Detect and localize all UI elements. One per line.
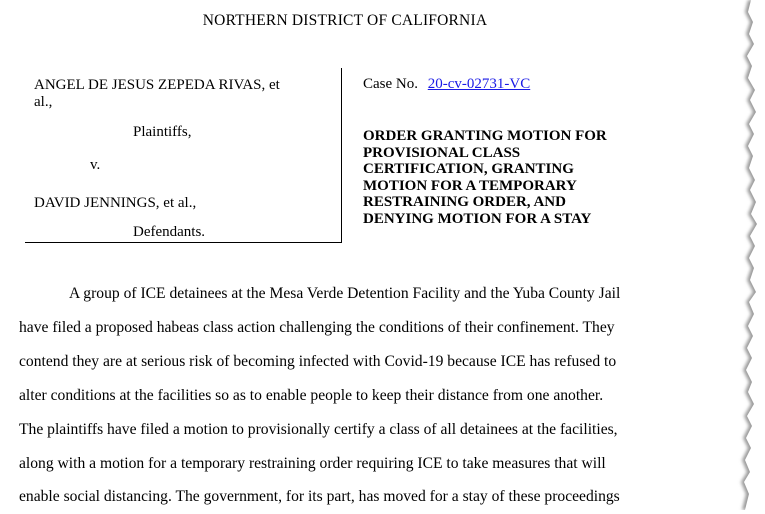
case-number-label: Case No. bbox=[363, 76, 418, 92]
case-number-link[interactable]: 20-cv-02731-VC bbox=[427, 76, 531, 92]
body-line: alter conditions at the facilities so as to enable people to keep their distance from one another. bbox=[19, 386, 604, 404]
body-line: enable social distancing. The government, for its part, has moved for a stay of these proceedings bbox=[19, 488, 620, 506]
body-paragraph bbox=[19, 277, 669, 514]
defendants-label: Defendants. bbox=[133, 224, 206, 240]
order-title-line: CERTIFICATION, GRANTING bbox=[363, 161, 574, 177]
plaintiffs-label: Plaintiffs, bbox=[133, 124, 192, 140]
plaintiff-name-line-1: ANGEL DE JESUS ZEPEDA RIVAS, et bbox=[34, 77, 280, 93]
order-title-line: DENYING MOTION FOR A STAY bbox=[363, 210, 592, 227]
body-line: have filed a proposed habeas class action challenging the conditions of their confinement. They bbox=[19, 318, 615, 336]
body-line: A group of ICE detainees at the Mesa Verde Detention Facility and the Yuba County Jail bbox=[69, 285, 621, 302]
defendant-name: DAVID JENNINGS, et al., bbox=[34, 195, 197, 211]
versus-label: v. bbox=[90, 157, 101, 173]
order-title-line: MOTION FOR A TEMPORARY bbox=[363, 177, 577, 194]
body-line: The plaintiffs have filed a motion to provisionally certify a class of all detainees at the facilities, bbox=[19, 420, 618, 438]
order-title-line: RESTRAINING ORDER, AND bbox=[363, 194, 566, 210]
order-title-line: ORDER GRANTING MOTION FOR bbox=[363, 128, 607, 144]
case-caption-parties bbox=[25, 68, 342, 243]
plaintiff-name-line-2: al., bbox=[34, 94, 53, 110]
district-heading: NORTHERN DISTRICT OF CALIFORNIA bbox=[202, 12, 488, 29]
body-line: along with a motion for a temporary restraining order requiring ICE to take measures that will bbox=[19, 454, 606, 472]
order-title bbox=[363, 128, 653, 227]
torn-edge-shadow bbox=[725, 0, 765, 510]
order-title-line: PROVISIONAL CLASS bbox=[363, 144, 521, 161]
body-line: contend they are at serious risk of becoming infected with Covid-19 because ICE has refused to bbox=[19, 352, 617, 370]
case-number-line bbox=[363, 76, 530, 93]
